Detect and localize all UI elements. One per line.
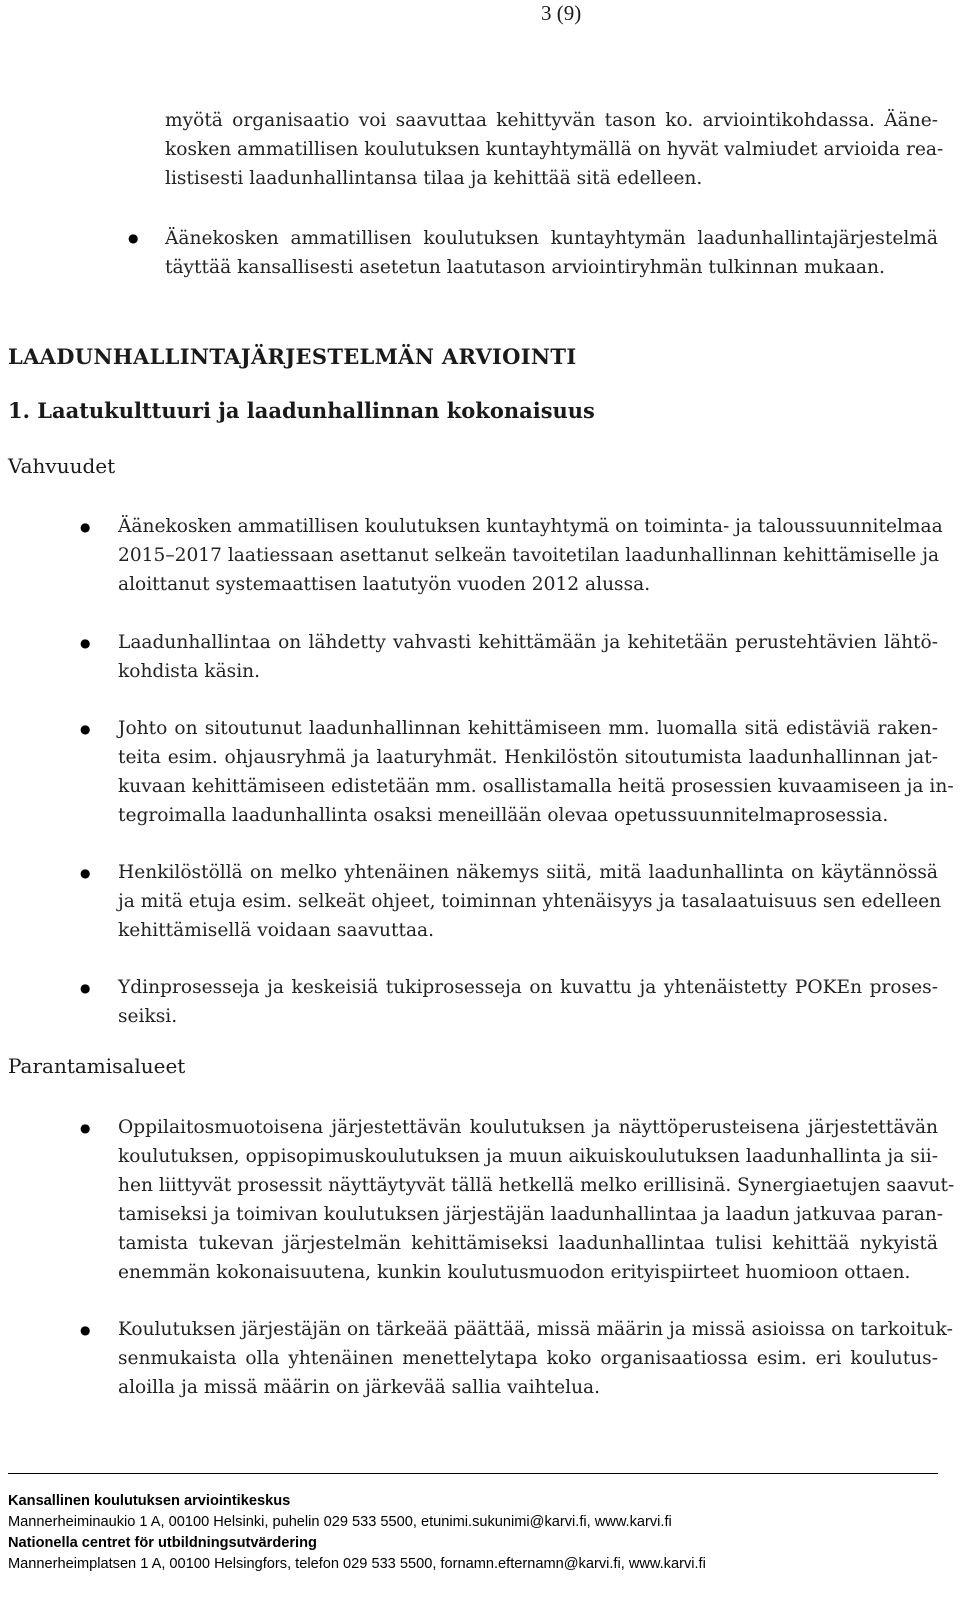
bullet-icon: ● [80, 722, 91, 736]
text-line: aloilla ja missä määrin on järkevää sallia vaihtelua. [118, 1377, 601, 1398]
bullet-icon: ● [80, 981, 91, 995]
page-number: 3 (9) [541, 1, 582, 25]
intro-paragraph [165, 106, 944, 193]
footer-address-fi: Mannerheiminaukio 1 A, 00100 Helsinki, puhelin 029 533 5500, etunimi.sukunimi@karvi.fi, www.karvi.fi [8, 1514, 672, 1530]
text-line: listisesti laadunhallintansa tilaa ja kehittää sitä edelleen. [165, 168, 703, 189]
strength-item [118, 714, 954, 830]
section-heading: 1. Laatukulttuuri ja laadunhallinnan kokonaisuus [8, 398, 595, 423]
text-line: seiksi. [118, 1006, 178, 1027]
footer-org-fi: Kansallinen koulutuksen arviointikeskus [8, 1493, 291, 1509]
text-line: hen liittyvät prosessit näyttäytyvät tällä hetkellä melko erillisinä. Synergiaetujen saavut- [118, 1175, 955, 1196]
text-line: Johto on sitoutunut laadunhallinnan kehittämiseen mm. luomalla sitä edistäviä raken- [118, 718, 938, 739]
summary-bullet [165, 224, 938, 282]
text-line: 2015–2017 laatiessaan asettanut selkeän tavoitetilan laadunhallinnan kehittämiselle ja [118, 545, 940, 566]
text-line: aloittanut systemaattisen laatutyön vuoden 2012 alussa. [118, 574, 651, 595]
text-line: ja mitä etuja esim. selkeät ohjeet, toiminnan yhtenäisyys ja tasalaatuisuus sen edelleen [118, 891, 942, 912]
text-line: koulutuksen, oppisopimuskoulutuksen ja muun aikuiskoulutuksen laadunhallinta ja sii- [118, 1146, 938, 1167]
text-line: enemmän kokonaisuutena, kunkin koulutusmuodon erityispiirteet huomioon ottaen. [118, 1262, 911, 1283]
bullet-icon: ● [80, 866, 91, 880]
text-line: teita esim. ohjausryhmä ja laaturyhmät. Henkilöstön sitoutumista laadunhallinnan jat- [118, 747, 938, 768]
footer-address-sv: Mannerheimplatsen 1 A, 00100 Helsingfors, telefon 029 533 5500, fornamn.efternamn@karvi.fi, www.karvi.fi [8, 1556, 706, 1572]
improvements-heading: Parantamisalueet [8, 1054, 186, 1078]
bullet-icon: ● [80, 1323, 91, 1337]
text-line: tamista tukevan järjestelmän kehittämiseksi laadunhallintaa tulisi kehittää nykyistä [118, 1233, 938, 1254]
footer-divider [8, 1473, 938, 1474]
bullet-icon: ● [80, 1121, 91, 1135]
text-line: Henkilöstöllä on melko yhtenäinen näkemys siitä, mitä laadunhallinta on käytännössä [118, 862, 938, 883]
improvement-item [118, 1315, 953, 1402]
text-line: Laadunhallintaa on lähdetty vahvasti kehittämään ja kehitetään perustehtävien lähtö- [118, 632, 938, 653]
text-line: Oppilaitosmuotoisena järjestettävän koulutuksen ja näyttöperusteisena järjestettävän [118, 1117, 938, 1138]
strength-item [118, 628, 938, 686]
bullet-icon: ● [80, 520, 91, 534]
text-line: Ydinprosesseja ja keskeisiä tukiprosesseja on kuvattu ja yhtenäistetty POKEn proses- [118, 977, 938, 998]
text-line: senmukaista olla yhtenäinen menettelytapa koko organisaatiossa esim. eri koulutus- [118, 1348, 938, 1369]
text-line: Koulutuksen järjestäjän on tärkeää päättää, missä määrin ja missä asioissa on tarkoituk- [118, 1319, 953, 1340]
strength-item [118, 858, 942, 945]
bullet-icon: ● [80, 636, 91, 650]
text-line: kuvaan kehittämiseen edistetään mm. osallistamalla heitä prosessien kuvaamiseen ja in- [118, 776, 954, 797]
text-line: täyttää kansallisesti asetetun laatutason arviointiryhmän tulkinnan mukaan. [165, 257, 885, 278]
improvement-item [118, 1113, 955, 1287]
text-line: myötä organisaatio voi saavuttaa kehittyvän tason ko. arviointikohdassa. Ääne- [165, 110, 938, 131]
text-line: Äänekosken ammatillisen koulutuksen kuntayhtymän laadunhallintajärjestelmä [165, 228, 938, 249]
text-line: Äänekosken ammatillisen koulutuksen kuntayhtymä on toiminta- ja taloussuunnitelmaa [118, 516, 943, 537]
footer-org-sv: Nationella centret för utbildningsutvärdering [8, 1535, 317, 1551]
strength-item [118, 973, 938, 1031]
strengths-heading: Vahvuudet [8, 454, 116, 478]
text-line: kosken ammatillisen koulutuksen kuntayhtymällä on hyvät valmiudet arvioida rea- [165, 139, 944, 160]
text-line: tegroimalla laadunhallinta osaksi meneillään olevaa opetussuunnitelmaprosessia. [118, 805, 889, 826]
bullet-icon: ● [128, 231, 139, 245]
text-line: kohdista käsin. [118, 661, 261, 682]
text-line: kehittämisellä voidaan saavuttaa. [118, 920, 435, 941]
text-line: tamiseksi ja toimivan koulutuksen järjestäjän laadunhallintaa ja laadun jatkuvaa paran- [118, 1204, 944, 1225]
strength-item [118, 512, 943, 599]
main-heading: LAADUNHALLINTAJÄRJESTELMÄN ARVIOINTI [8, 344, 577, 369]
